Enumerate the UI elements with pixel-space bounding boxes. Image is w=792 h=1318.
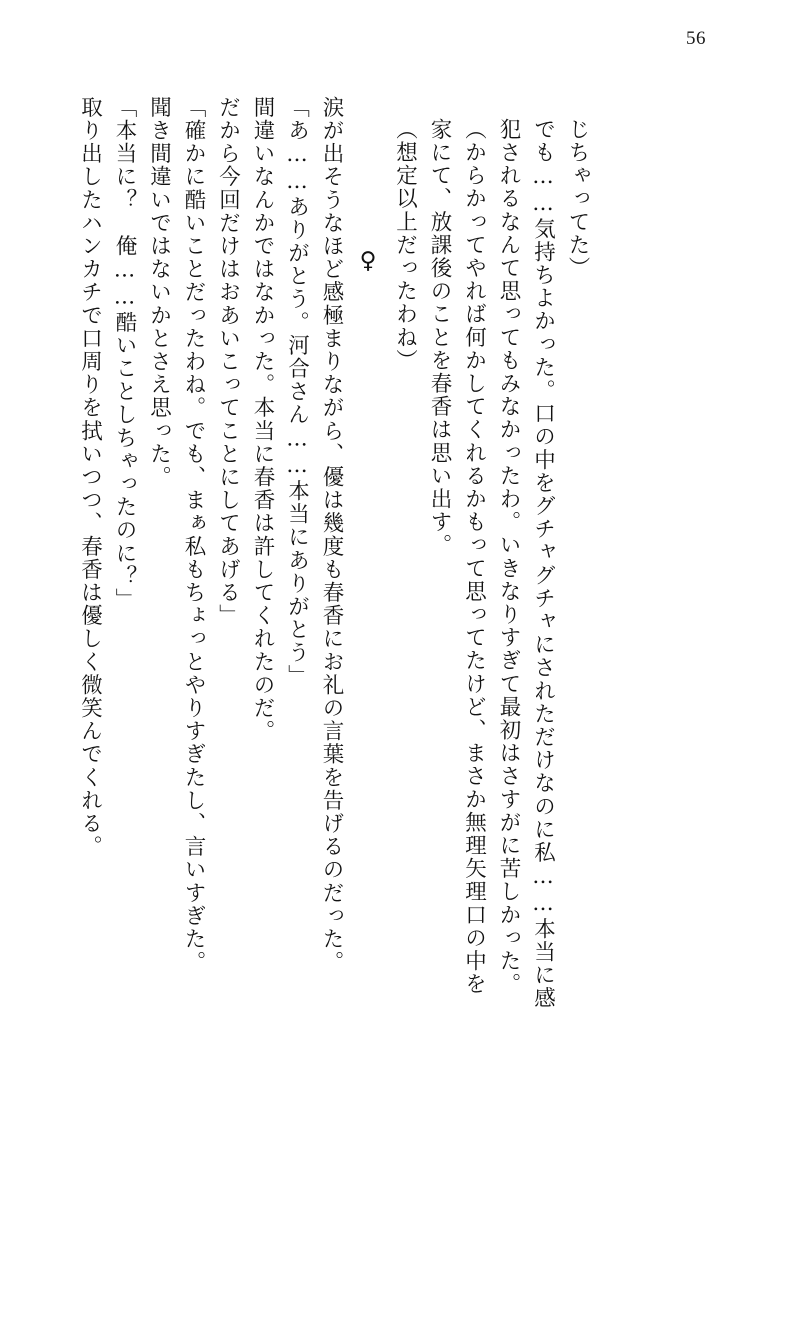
text-line: 涙が出そうなほど感極まりながら、優は幾度も春香にお礼の言葉を告げるのだった。 xyxy=(319,96,344,974)
text-line: 間違いなんかではなかった。本当に春香は許してくれたのだ。 xyxy=(250,96,275,743)
text-line: 家にて、放課後のことを春香は思い出す。 xyxy=(427,118,452,557)
text-line: 「確かに酷いことだったわね。でも、まぁ私もちょっとやりすぎたし、言いすぎた。 xyxy=(181,96,206,974)
text-line: でも……気持ちよかった。口の中をグチャグチャにされただけなのに私……本当に感 xyxy=(530,118,556,1010)
text-line: （想定以上だったわね） xyxy=(392,118,418,373)
venus-symbol-divider: ♀ xyxy=(355,248,381,274)
text-line: だから今回だけはおあいこってことにしてあげる」 xyxy=(215,96,241,628)
text-line: 「本当に？ 俺……酷いことしちゃったのに？」 xyxy=(112,96,137,612)
text-line: 犯されるなんて思ってもみなかったわ。いきなりすぎて最初はさすがに苦しかった。 xyxy=(496,118,521,996)
text-line: 取り出したハンカチで口周りを拭いつつ、春香は優しく微笑んでくれる。 xyxy=(77,96,103,859)
page-number: 56 xyxy=(686,28,706,49)
text-line: 聞き間違いではないかとさえ思った。 xyxy=(146,96,172,489)
text-line: じちゃってた） xyxy=(565,118,590,280)
vertical-text-block xyxy=(66,96,726,1166)
text-line: （からかってやれば何かしてくれるかもって思ってたけど、まさか無理矢理口の中を xyxy=(461,118,487,996)
text-line: 「あ……ありがとう。河合さん……本当にありがとう」 xyxy=(284,96,310,688)
